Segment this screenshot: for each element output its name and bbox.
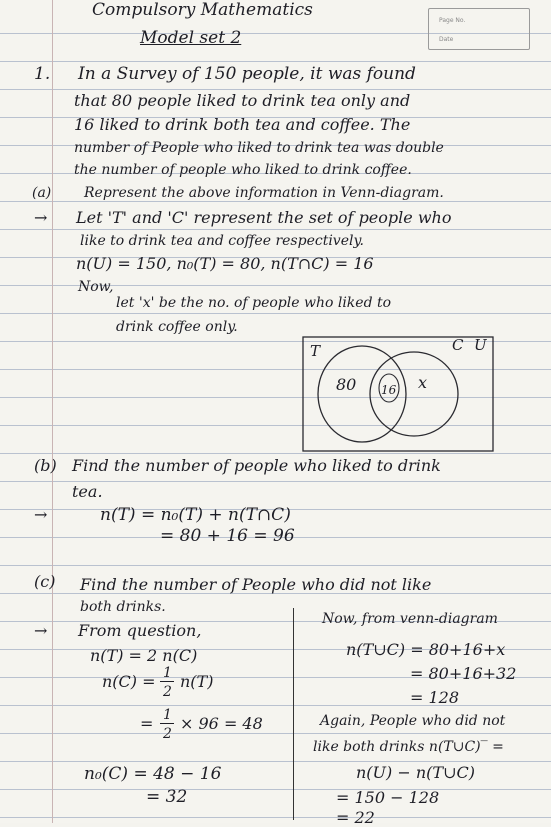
problem-line: 16 liked to drink both tea and coffee. The	[74, 115, 411, 134]
problem-line: the number of people who liked to drink coffee.	[74, 162, 412, 178]
fraction-bar	[160, 681, 174, 682]
answer-line: n(T∪C) = 80+16+x	[346, 640, 506, 659]
answer-line: = 150 − 128	[336, 788, 440, 807]
answer-line: × 96 = 48	[180, 714, 263, 733]
answer-line: = 32	[146, 787, 188, 807]
answer-line: Let 'T' and 'C' represent the set of people who	[76, 208, 452, 227]
problem-number: 1.	[34, 64, 51, 84]
set-title: Model set 2	[140, 28, 242, 48]
answer-line: = 80+16+32	[410, 664, 517, 683]
answer-line: =	[140, 714, 154, 733]
part-b-question: Find the number of people who liked to drink	[72, 456, 441, 475]
fraction-numerator: 1	[163, 665, 172, 681]
problem-line: number of People who liked to drink tea was double	[74, 140, 444, 156]
answer-line: n(T) = 2 n(C)	[90, 646, 198, 665]
fraction-bar	[160, 723, 174, 724]
venn-value-both: 16	[381, 383, 397, 397]
problem-line: that 80 people liked to drink tea only and	[74, 91, 411, 110]
date-label: Date	[439, 36, 454, 43]
answer-line: = 80 + 16 = 96	[160, 526, 295, 546]
answer-line: Now,	[78, 279, 114, 295]
answer-line: n(T)	[180, 672, 214, 691]
answer-line: Now, from venn-diagram	[322, 611, 498, 627]
part-b-label: (b)	[34, 456, 57, 475]
venn-label-t: T	[310, 342, 321, 360]
answer-line: like to drink tea and coffee respectively.	[80, 233, 364, 249]
column-divider	[293, 608, 294, 820]
venn-diagram	[302, 336, 494, 452]
problem-line: In a Survey of 150 people, it was found	[78, 64, 416, 84]
answer-line: n₀(C) = 48 − 16	[84, 764, 222, 784]
page-no-label: Page No.	[439, 17, 466, 24]
venn-value-only-t: 80	[336, 375, 357, 394]
margin-line	[52, 0, 53, 823]
answer-line: drink coffee only.	[116, 319, 238, 335]
answer-line: n(U) = 150, n₀(T) = 80, n(T∩C) = 16	[76, 254, 374, 273]
page-date-box	[428, 8, 530, 50]
answer-line: n(U) − n(T∪C)	[356, 763, 475, 782]
part-c-label: (c)	[34, 572, 56, 591]
fraction-numerator: 1	[163, 707, 172, 723]
fraction-denominator: 2	[163, 726, 172, 742]
part-a-question: Represent the above information in Venn-diagram.	[84, 185, 444, 201]
answer-arrow: →	[34, 208, 48, 227]
part-c-question: both drinks.	[80, 599, 166, 615]
answer-line: = 22	[336, 808, 375, 827]
part-a-label: (a)	[32, 185, 52, 201]
answer-arrow: →	[34, 621, 48, 640]
answer-line: Again, People who did not	[320, 713, 506, 729]
answer-arrow: →	[34, 505, 48, 524]
fraction-denominator: 2	[163, 684, 172, 700]
subject-title: Compulsory Mathematics	[92, 0, 313, 20]
answer-line: n(C) =	[102, 672, 156, 691]
venn-value-only-c: x	[418, 373, 428, 392]
venn-label-c: C	[452, 336, 464, 354]
answer-line: n(T) = n₀(T) + n(T∩C)	[100, 505, 291, 525]
venn-label-u: U	[474, 336, 487, 354]
answer-line: = 128	[410, 688, 460, 707]
answer-line: From question,	[78, 621, 202, 640]
part-b-question: tea.	[72, 482, 103, 501]
answer-line: like both drinks n(T∪C)‾ =	[313, 739, 504, 755]
answer-line: let 'x' be the no. of people who liked to	[116, 295, 392, 311]
part-c-question: Find the number of People who did not like	[80, 575, 432, 594]
